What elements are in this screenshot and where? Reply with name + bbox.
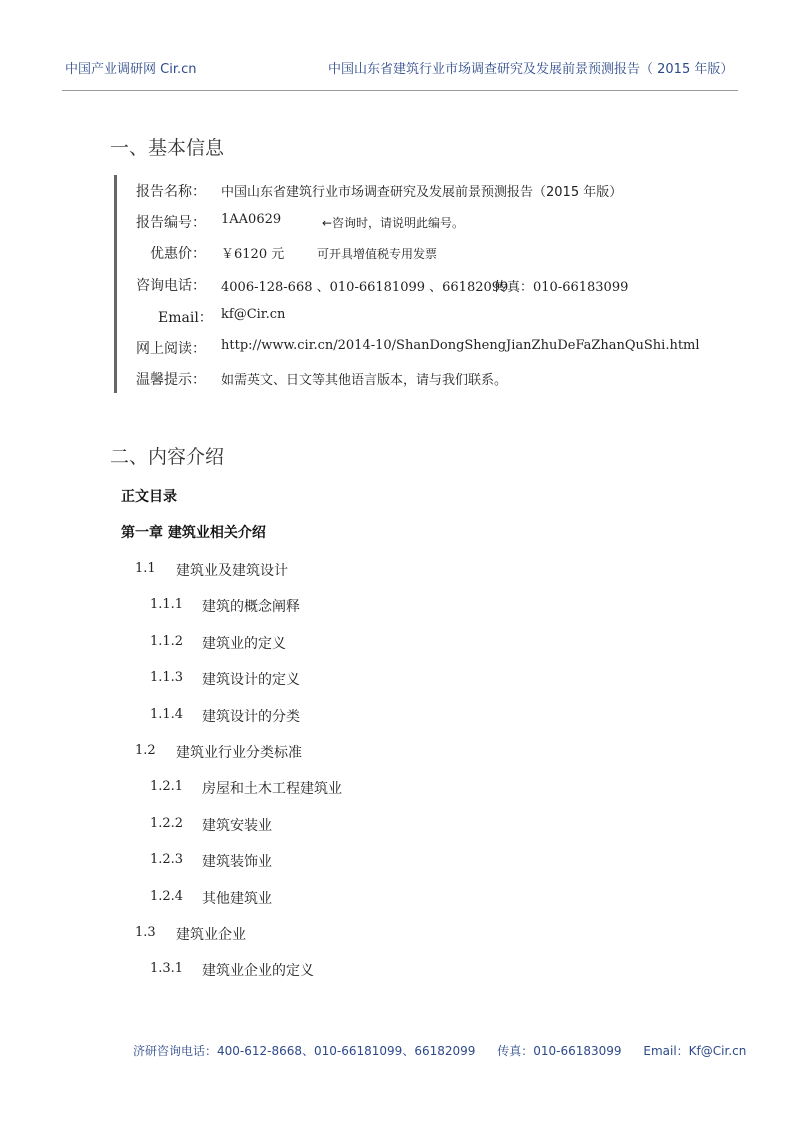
- toc-item-number: 1.2.1: [150, 779, 184, 794]
- price-note: 可开具增值税专用发票: [317, 247, 438, 261]
- report-code-label: 报告编号：: [136, 215, 206, 231]
- footer-email: Email：Kf@Cir.cn: [643, 1044, 747, 1058]
- price-value: ￥6120 元: [221, 247, 285, 262]
- toc-item-text: 建筑业企业的定义: [202, 963, 314, 979]
- toc-item-text: 建筑业行业分类标准: [176, 745, 302, 761]
- toc-item-number: 1.1.1: [150, 597, 184, 612]
- toc-item-text: 建筑的概念阐释: [202, 599, 300, 615]
- toc-item-text: 建筑业及建筑设计: [176, 563, 288, 579]
- footer-contact: [133, 1042, 746, 1059]
- online-read-link[interactable]: http://www.cir.cn/2014-10/ShanDongShengJianZhuDeFaZhanQuShi.html: [221, 338, 700, 353]
- toc-item-number: 1.2.4: [150, 889, 184, 904]
- toc-item-text: 建筑设计的分类: [202, 709, 300, 725]
- toc-item-text: 建筑安装业: [202, 818, 272, 834]
- report-name-value: 中国山东省建筑行业市场调查研究及发展前景预测报告（2015 年版）: [221, 185, 623, 200]
- report-code-note: ←咨询时，请说明此编号。: [322, 216, 465, 230]
- fax-value: 传真：010-66183099: [494, 280, 629, 295]
- header-divider: [62, 90, 738, 91]
- toc-item-number: 1.1.3: [150, 670, 184, 685]
- toc-item-number: 1.3: [135, 925, 156, 940]
- tip-label: 温馨提示：: [136, 372, 206, 388]
- toc-item-number: 1.1.4: [150, 707, 184, 722]
- report-name-label: 报告名称：: [136, 184, 206, 200]
- report-code-value: 1AA0629: [221, 212, 282, 227]
- header-report-title: 中国山东省建筑行业市场调查研究及发展前景预测报告（ 2015 年版）: [328, 62, 734, 77]
- footer-fax: 传真：010-66183099: [497, 1044, 622, 1058]
- toc-item-number: 1.3.1: [150, 961, 184, 976]
- phone-value: 4006-128-668 、010-66181099 、66182099: [221, 280, 509, 295]
- phone-label: 咨询电话：: [136, 278, 206, 294]
- toc-item-text: 其他建筑业: [202, 891, 272, 907]
- toc-item-text: 建筑设计的定义: [202, 672, 300, 688]
- toc-item-text: 房屋和土木工程建筑业: [202, 781, 342, 797]
- toc-item-number: 1.2.2: [150, 816, 184, 831]
- section-basic-info-title: 一、基本信息: [110, 137, 225, 159]
- tip-value: 如需英文、日文等其他语言版本，请与我们联系。: [221, 373, 508, 388]
- toc-item-number: 1.1.2: [150, 634, 184, 649]
- header-site-name: 中国产业调研网 Cir.cn: [65, 62, 197, 77]
- toc-item-text: 建筑业的定义: [202, 636, 286, 652]
- toc-item-number: 1.2: [135, 743, 156, 758]
- toc-chapter-1: 第一章 建筑业相关介绍: [121, 525, 266, 541]
- toc-item-number: 1.2.3: [150, 852, 184, 867]
- section-content-title: 二、内容介绍: [110, 446, 225, 468]
- toc-item-text: 建筑装饰业: [202, 854, 272, 870]
- online-read-label: 网上阅读：: [136, 341, 206, 357]
- toc-title: 正文目录: [121, 489, 177, 505]
- toc-item-text: 建筑业企业: [176, 927, 246, 943]
- email-value[interactable]: kf@Cir.cn: [221, 307, 286, 322]
- email-label: Email：: [158, 310, 213, 326]
- price-label: 优惠价：: [150, 246, 206, 262]
- footer-phone: 济研咨询电话：400-612-8668、010-66181099、66182099: [133, 1044, 476, 1058]
- toc-item-number: 1.1: [135, 561, 156, 576]
